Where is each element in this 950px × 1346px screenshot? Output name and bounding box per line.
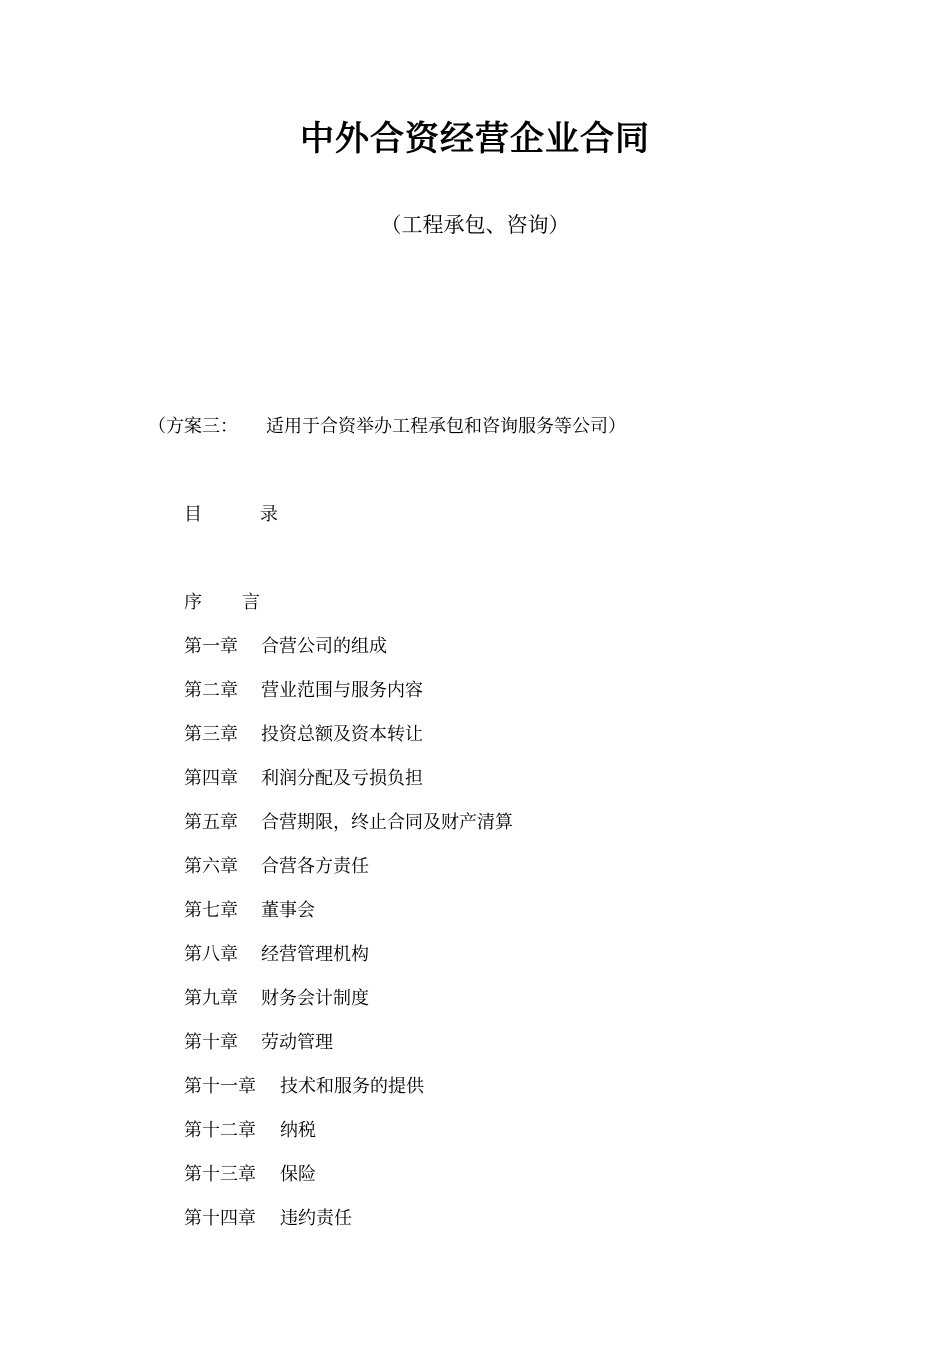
chapter-number: 第一章 xyxy=(184,636,238,657)
chapter-number: 第十四章 xyxy=(184,1208,256,1229)
preface-part-2: 言 xyxy=(242,592,260,613)
chapter-title: 营业范围与服务内容 xyxy=(261,680,423,701)
chapter-title: 财务会计制度 xyxy=(261,988,369,1009)
toc-item xyxy=(184,808,513,852)
chapter-title: 合营各方责任 xyxy=(261,856,369,877)
chapter-title: 纳税 xyxy=(280,1120,316,1141)
toc-item xyxy=(184,1072,513,1116)
preface-part-1: 序 xyxy=(184,592,202,613)
toc-item xyxy=(184,676,513,720)
scheme-text: 适用于合资举办工程承包和咨询服务等公司） xyxy=(266,416,626,437)
chapter-title: 经营管理机构 xyxy=(261,944,369,965)
toc-heading xyxy=(184,500,278,530)
chapter-title: 违约责任 xyxy=(280,1208,352,1229)
chapter-title: 投资总额及资本转让 xyxy=(261,724,423,745)
toc-item xyxy=(184,940,513,984)
chapter-title: 合营期限，终止合同及财产清算 xyxy=(261,812,513,833)
scheme-note xyxy=(148,412,626,442)
toc-item xyxy=(184,1204,513,1248)
toc-item xyxy=(184,896,513,940)
toc-item xyxy=(184,984,513,1028)
chapter-title: 利润分配及亏损负担 xyxy=(261,768,423,789)
chapter-number: 第十章 xyxy=(184,1032,238,1053)
toc-item xyxy=(184,852,513,896)
chapter-number: 第五章 xyxy=(184,812,238,833)
chapter-number: 第八章 xyxy=(184,944,238,965)
chapter-number: 第七章 xyxy=(184,900,238,921)
toc-item xyxy=(184,1028,513,1072)
toc-item xyxy=(184,720,513,764)
toc-item-preface xyxy=(184,588,513,632)
chapter-number: 第四章 xyxy=(184,768,238,789)
chapter-number: 第十一章 xyxy=(184,1076,256,1097)
chapter-number: 第十三章 xyxy=(184,1164,256,1185)
toc-item xyxy=(184,1160,513,1204)
document-subtitle: （工程承包、咨询） xyxy=(380,213,570,237)
chapter-number: 第九章 xyxy=(184,988,238,1009)
table-of-contents xyxy=(184,588,513,1248)
chapter-title: 合营公司的组成 xyxy=(261,636,387,657)
chapter-number: 第二章 xyxy=(184,680,238,701)
chapter-title: 劳动管理 xyxy=(261,1032,333,1053)
toc-heading-part-2: 录 xyxy=(260,504,278,525)
chapter-number: 第三章 xyxy=(184,724,238,745)
toc-item xyxy=(184,632,513,676)
document-title: 中外合资经营企业合同 xyxy=(300,119,650,159)
toc-item xyxy=(184,764,513,808)
chapter-title: 技术和服务的提供 xyxy=(280,1076,424,1097)
chapter-number: 第十二章 xyxy=(184,1120,256,1141)
scheme-label: （方案三： xyxy=(148,416,238,437)
chapter-title: 保险 xyxy=(280,1164,316,1185)
toc-item xyxy=(184,1116,513,1160)
chapter-number: 第六章 xyxy=(184,856,238,877)
toc-heading-part-1: 目 xyxy=(184,504,202,525)
chapter-title: 董事会 xyxy=(261,900,315,921)
